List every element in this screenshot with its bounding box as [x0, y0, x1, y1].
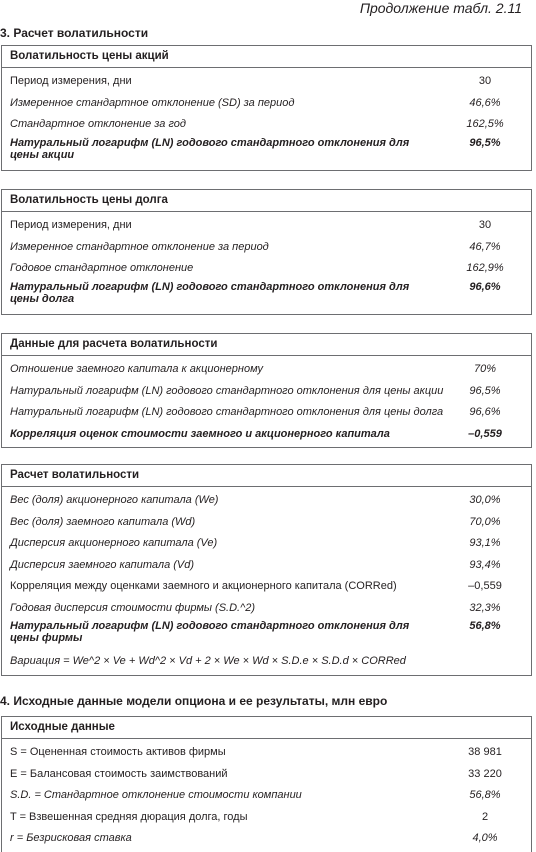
- table-row: [2, 827, 531, 849]
- row-value: –0,559: [468, 427, 502, 440]
- row-value: 96,5%: [469, 136, 501, 149]
- row-label: Натуральный логарифм (LN) годового стандартного отклонения для цены акции: [10, 136, 410, 161]
- row-value: 96,6%: [469, 280, 501, 293]
- box-volatility-inputs: [1, 333, 532, 448]
- row-value: 96,5%: [469, 384, 501, 397]
- row-value: 162,9%: [466, 262, 504, 274]
- table-row: [2, 135, 531, 167]
- row-label: E = Балансовая стоимость заимствований: [10, 767, 228, 780]
- row-value: 56,8%: [469, 789, 501, 801]
- box-title: Расчет волатильности: [2, 465, 531, 487]
- row-label: Измеренное стандартное отклонение (SD) за период: [10, 96, 295, 109]
- box-volatility-calc: [1, 464, 532, 676]
- table-row: [2, 214, 531, 236]
- row-value: 30: [478, 75, 492, 87]
- table-row: [2, 257, 531, 279]
- table-row: [2, 70, 531, 92]
- table-row: [2, 784, 531, 806]
- table-row: [2, 92, 531, 114]
- row-value: –0,559: [468, 580, 502, 592]
- row-label: Натуральный логарифм (LN) годового стандартного отклонения для цены акции: [10, 384, 444, 397]
- row-value: 32,3%: [469, 601, 501, 614]
- row-label: S.D. = Стандартное отклонение стоимости компании: [10, 789, 302, 801]
- row-value: 4,0%: [472, 832, 498, 844]
- table-row: [2, 618, 531, 650]
- table-row: [2, 575, 531, 597]
- table-row: [2, 806, 531, 828]
- row-label: T = Взвешенная средняя дюрация долга, годы: [10, 810, 248, 823]
- section-3-title: 3. Расчет волатильности: [0, 26, 149, 40]
- row-value: 2: [481, 810, 489, 823]
- row-label: Вариация = We^2 × Ve + Wd^2 × Vd + 2 × We × Wd × S.D.e × S.D.d × CORRed: [10, 655, 406, 667]
- row-label: Корреляция между оценками заемного и акционерного капитала (CORRed): [10, 580, 397, 592]
- row-label: Период измерения, дни: [10, 219, 132, 231]
- box-title: Данные для расчета волатильности: [2, 334, 531, 356]
- table-row: [2, 511, 531, 533]
- row-label: Дисперсия заемного капитала (Vd): [10, 558, 195, 571]
- row-value: 30: [478, 219, 492, 231]
- row-label: Отношение заемного капитала к акционерному: [10, 363, 264, 375]
- row-label: Натуральный логарифм (LN) годового стандартного отклонения для цены долга: [10, 280, 410, 305]
- table-row: [2, 236, 531, 258]
- box-input-data: [1, 716, 532, 852]
- row-label: Вес (доля) заемного капитала (Wd): [10, 515, 196, 528]
- table-row: [2, 423, 531, 445]
- table-row: [2, 763, 531, 785]
- row-label: Годовое стандартное отклонение: [10, 262, 194, 274]
- row-label: Дисперсия акционерного капитала (Ve): [10, 537, 218, 549]
- table-row: [2, 597, 531, 619]
- row-value: 33 220: [468, 767, 502, 780]
- table-row: [2, 380, 531, 402]
- row-value: 38 981: [468, 746, 502, 758]
- row-value: 56,8%: [469, 620, 501, 632]
- row-label: Измеренное стандартное отклонение за период: [10, 240, 269, 253]
- box-debt-volatility: [1, 189, 532, 315]
- row-label: Натуральный логарифм (LN) годового стандартного отклонения для цены долга: [10, 406, 444, 418]
- row-label: Вес (доля) акционерного капитала (We): [10, 494, 219, 506]
- row-value: 46,6%: [469, 96, 501, 109]
- row-value: 162,5%: [466, 118, 504, 130]
- row-value: 70,0%: [469, 515, 501, 528]
- section-4-title: 4. Исходные данные модели опциона и ее результаты, млн евро: [0, 694, 388, 708]
- row-label: Стандартное отклонение за год: [10, 118, 186, 130]
- row-label: Годовая дисперсия стоимости фирмы (S.D.^2): [10, 601, 256, 614]
- row-value: 70%: [473, 363, 497, 375]
- row-value: 46,7%: [469, 240, 501, 253]
- table-row: [2, 741, 531, 763]
- row-label: S = Оцененная стоимость активов фирмы: [10, 746, 226, 758]
- row-value: 30,0%: [469, 494, 501, 506]
- table-row: [2, 358, 531, 380]
- box-title: Волатильность цены долга: [2, 190, 531, 212]
- table-row: [2, 279, 531, 311]
- box-title: Волатильность цены акций: [2, 46, 531, 68]
- table-row: [2, 650, 531, 672]
- table-row: [2, 489, 531, 511]
- table-row: [2, 401, 531, 423]
- table-row: [2, 113, 531, 135]
- row-value: 96,6%: [469, 406, 501, 418]
- row-value: 93,1%: [469, 537, 501, 549]
- table-row: [2, 554, 531, 576]
- row-label: r = Безрисковая ставка: [10, 832, 132, 844]
- table-row: [2, 532, 531, 554]
- row-label: Период измерения, дни: [10, 75, 132, 87]
- row-value: 93,4%: [469, 558, 501, 571]
- row-label: Натуральный логарифм (LN) годового стандартного отклонения для цены фирмы: [10, 620, 410, 644]
- row-label: Корреляция оценок стоимости заемного и акционерного капитала: [10, 427, 390, 440]
- box-title: Исходные данные: [2, 717, 531, 739]
- box-stock-volatility: [1, 45, 532, 171]
- continuation-caption: Продолжение табл. 2.11: [359, 0, 522, 16]
